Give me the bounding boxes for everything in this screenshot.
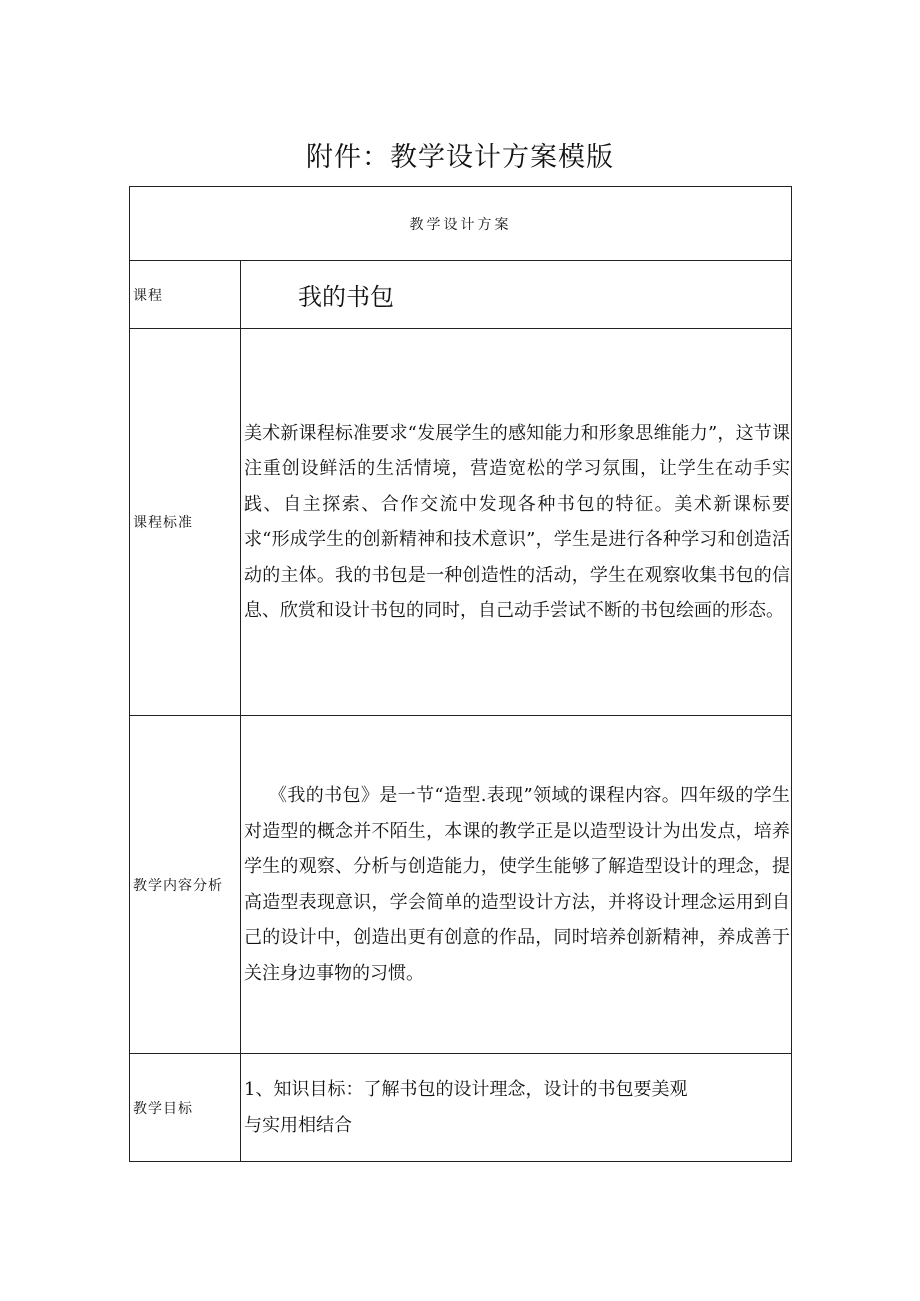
objectives-label: 教学目标 [130,1054,241,1162]
objectives-line-2: 与实用相结合 [244,1114,352,1136]
course-label: 课程 [130,261,241,329]
table-header: 教学设计方案 [130,187,792,261]
standard-label: 课程标准 [130,329,241,716]
course-row [130,261,792,329]
standard-row [130,329,792,716]
document-title: 附件：教学设计方案模版 [306,142,614,173]
teaching-plan-table [129,186,792,1162]
course-value: 我的书包 [241,261,792,329]
content-analysis-cell [241,716,792,1054]
content-analysis-text: 《我的书包》是一节“造型.表现”领域的课程内容。四年级的学生对造型的概念并不陌生，本课的教学正是以造型设计为出发点，培养学生的观察、分析与创造能力，使学生能够了解造型设计的理念，提高造型表现意识，学会简单的造型设计方法，并将设计理念运用到自己的设计中，创造出更有创意的作品，同时培养创新精神，养成善于关注身边事物的习惯。 [244,785,790,984]
objectives-row [130,1054,792,1162]
content-analysis-label: 教学内容分析 [130,716,241,1054]
objectives-line-1: 1、知识目标：了解书包的设计理念，设计的书包要美观 [244,1079,688,1100]
standard-text: 美术新课程标准要求“发展学生的感知能力和形象思维能力”，这节课注重创设鲜活的生活情境，营造宽松的学习氛围，让学生在动手实践、自主探索、合作交流中发现各种书包的特征。美术新课标要求“形成学生的创新精神和技术意识”，学生是进行各种学习和创造活动的主体。我的书包是一种创造性的活动，学生在观察收集书包的信息、欣赏和设计书包的同时，自己动手尝试不断的书包绘画的形态。 [244,422,790,621]
content-analysis-row [130,716,792,1054]
standard-cell [241,329,792,716]
objectives-cell [241,1054,792,1162]
table-header-row [130,187,792,261]
